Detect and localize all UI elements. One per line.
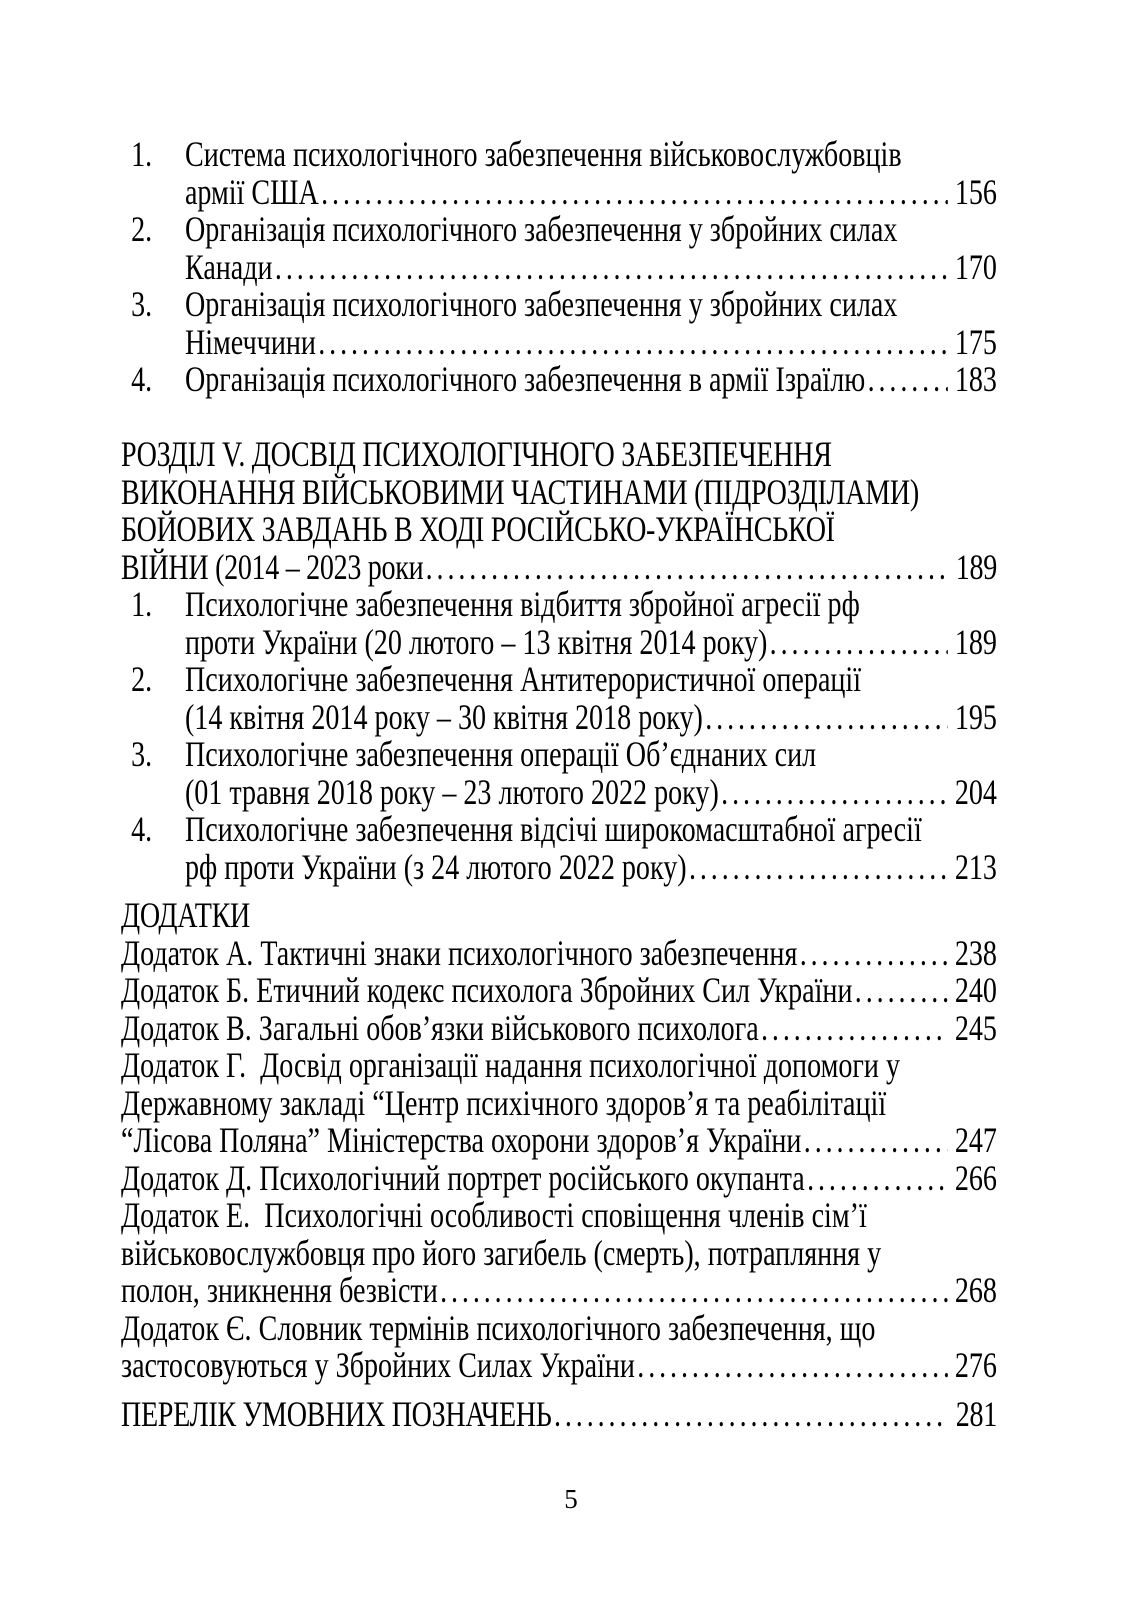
dot-leader xyxy=(438,1272,948,1310)
toc-item-line xyxy=(121,696,997,737)
toc-text: Психологічне забезпечення відсічі широкомасштабної агресії xyxy=(184,809,922,849)
toc-page-ref: 247 xyxy=(954,1120,997,1160)
dot-leader xyxy=(719,774,948,812)
section-title-line xyxy=(121,897,997,935)
toc-page-ref: 189 xyxy=(955,546,997,587)
toc-page-ref: 240 xyxy=(954,970,997,1010)
toc-text: БОЙОВИХ ЗАВДАНЬ В ХОДІ РОСІЙСЬКО-УКРАЇНСЬКОЇ xyxy=(121,509,835,549)
dot-leader xyxy=(273,249,948,287)
toc-item-line xyxy=(121,1347,997,1385)
toc-text: армії США xyxy=(184,171,319,212)
toc-text: Додаток Б. Етичний кодекс психолога Збройних Сил України xyxy=(121,970,853,1010)
toc-text: Канади xyxy=(184,246,273,287)
toc-item-line xyxy=(121,1197,997,1235)
dot-leader xyxy=(703,699,948,737)
toc-item-line xyxy=(121,661,997,699)
toc-item-line xyxy=(121,586,997,624)
toc-item-number: 2. xyxy=(131,659,153,699)
toc-text: ВИКОНАННЯ ВІЙСЬКОВИМИ ЧАСТИНАМИ (ПІДРОЗДІЛАМИ) xyxy=(121,471,919,512)
dot-leader xyxy=(319,174,948,212)
toc-item-line xyxy=(121,621,997,662)
toc-page-ref: 175 xyxy=(954,321,997,362)
toc-item-number: 4. xyxy=(131,359,153,399)
toc-item-number: 3. xyxy=(131,284,153,324)
toc-text: ВІЙНИ (2014 – 2023 роки xyxy=(121,546,424,587)
toc-text: (14 квітня 2014 року – 30 квітня 2018 року) xyxy=(184,696,703,737)
dot-leader xyxy=(797,935,947,973)
toc-page-ref: 281 xyxy=(955,1393,997,1434)
toc-page-ref: 183 xyxy=(954,359,997,399)
dot-leader xyxy=(316,324,948,362)
toc-item-number: 3. xyxy=(131,734,153,774)
toc-text: Система психологічного забезпечення військовослужбовців xyxy=(184,134,902,174)
dot-leader xyxy=(423,549,948,587)
toc-item-line xyxy=(121,972,997,1010)
toc-item-number: 2. xyxy=(131,209,153,249)
dot-leader xyxy=(805,1160,948,1198)
section-title-line xyxy=(121,546,997,587)
toc-text: проти України (20 лютого – 13 квітня 2014 року) xyxy=(184,621,768,662)
toc-text: ДОДАТКИ xyxy=(121,895,250,935)
toc-item-line xyxy=(121,1007,997,1048)
dot-leader xyxy=(767,624,947,662)
toc-text: Організація психологічного забезпечення у збройних силах xyxy=(184,284,898,324)
toc-text: полон, зникнення безвісти xyxy=(121,1270,438,1310)
toc-text: Психологічне забезпечення операції Об’єднаних сил xyxy=(184,734,817,774)
toc-item-line xyxy=(121,736,997,774)
toc-item-line xyxy=(121,1122,997,1160)
toc-text: (01 травня 2018 року – 23 лютого 2022 року) xyxy=(184,771,719,812)
toc-text: Психологічне забезпечення Антитерористичної операції xyxy=(184,659,862,699)
page-number: 5 xyxy=(564,1484,578,1514)
toc-text: Державному закладі “Центр психічного здоров’я та реабілітації xyxy=(121,1082,887,1123)
toc-text: Додаток Г. Досвід організації надання психологічної допомоги у xyxy=(121,1045,901,1085)
dot-leader xyxy=(552,1396,949,1434)
toc-page-ref: 189 xyxy=(954,621,997,662)
toc-page-ref: 170 xyxy=(954,246,997,287)
toc-page-ref: 156 xyxy=(954,171,997,212)
toc-item-line xyxy=(121,286,997,324)
toc-item-line xyxy=(121,211,997,249)
toc-text: ПЕРЕЛІК УМОВНИХ ПОЗНАЧЕНЬ xyxy=(121,1393,552,1434)
toc-item-line xyxy=(121,1082,997,1123)
toc-item-line xyxy=(121,361,997,399)
toc-text: Додаток Д. Психологічний портрет російського окупанта xyxy=(121,1157,805,1198)
toc-item-line xyxy=(121,1047,997,1085)
toc-page-ref: 195 xyxy=(954,696,997,737)
toc-item-line xyxy=(121,1307,997,1348)
toc-item-number: 1. xyxy=(131,584,153,624)
toc-text: РОЗДІЛ V. ДОСВІД ПСИХОЛОГІЧНОГО ЗАБЕЗПЕЧЕННЯ xyxy=(121,434,832,474)
toc-text: застосовуються у Збройних Силах України xyxy=(121,1345,635,1385)
dot-leader xyxy=(801,1122,947,1160)
toc-page-ref: 245 xyxy=(954,1007,997,1048)
section-title-line xyxy=(121,511,997,549)
toc-page-ref: 266 xyxy=(954,1157,997,1198)
toc-item-line xyxy=(121,771,997,812)
section-title-line xyxy=(121,436,997,474)
dot-leader xyxy=(635,1347,948,1385)
section-title-line xyxy=(121,471,997,512)
toc-text: Психологічне забезпечення відбиття збройної агресії рф xyxy=(184,584,860,624)
dot-leader xyxy=(759,1010,948,1048)
toc-text: Додаток Е. Психологічні особливості сповіщення членів сім’ї xyxy=(121,1195,867,1235)
toc-item-line xyxy=(121,932,997,973)
toc-item-line xyxy=(121,1157,997,1198)
toc-page-ref: 268 xyxy=(954,1270,997,1310)
table-of-contents xyxy=(121,136,1021,1433)
toc-item-line xyxy=(121,136,997,174)
dot-leader xyxy=(865,361,948,399)
toc-page-ref: 204 xyxy=(954,771,997,812)
toc-item-line xyxy=(121,846,997,887)
toc-item-line xyxy=(121,1232,997,1273)
toc-text: Додаток Є. Словник термінів психологічного забезпечення, що xyxy=(121,1307,876,1348)
dot-leader xyxy=(687,849,948,887)
toc-page-ref: 213 xyxy=(954,846,997,887)
section-title-line xyxy=(121,1393,997,1434)
toc-item-number: 4. xyxy=(131,809,153,849)
toc-text: Додаток А. Тактичні знаки психологічного забезпечення xyxy=(121,932,798,973)
toc-item-line xyxy=(121,1272,997,1310)
toc-text: Організація психологічного забезпечення в армії Ізраїлю xyxy=(184,359,866,399)
toc-item-line xyxy=(121,246,997,287)
toc-item-line xyxy=(121,321,997,362)
toc-text: “Лісова Поляна” Міністерства охорони здоров’я України xyxy=(121,1120,802,1160)
toc-page-ref: 238 xyxy=(954,932,997,973)
toc-item-number: 1. xyxy=(131,134,153,174)
toc-item-line xyxy=(121,171,997,212)
toc-item-line xyxy=(121,811,997,849)
toc-text: Додаток В. Загальні обов’язки військового психолога xyxy=(121,1007,759,1048)
dot-leader xyxy=(852,972,947,1010)
toc-page-ref: 276 xyxy=(954,1345,997,1385)
toc-text: Організація психологічного забезпечення у збройних силах xyxy=(184,209,898,249)
toc-text: рф проти України (з 24 лютого 2022 року) xyxy=(184,846,687,887)
toc-text: військовослужбовця про його загибель (смерть), потрапляння у xyxy=(121,1232,882,1273)
toc-text: Німеччини xyxy=(184,321,316,362)
